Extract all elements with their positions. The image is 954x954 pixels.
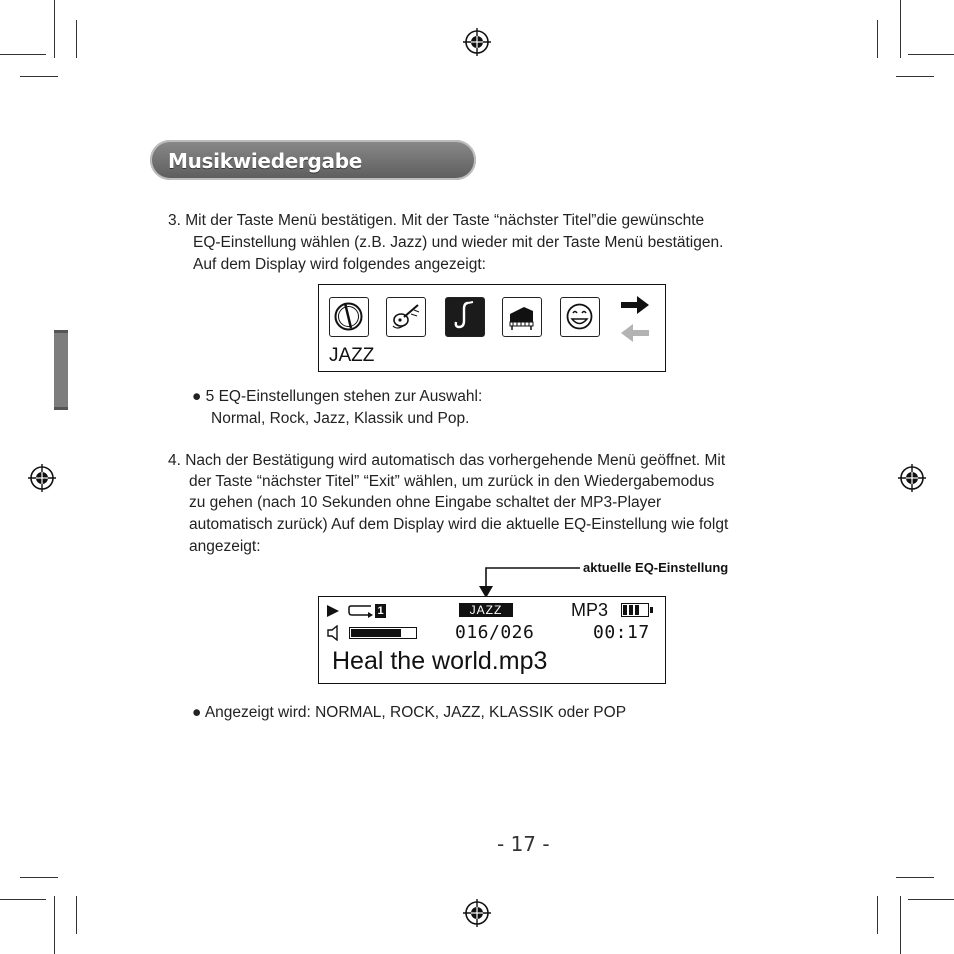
eq-selected-label: JAZZ [329, 345, 375, 366]
registration-mark-bottom [462, 898, 492, 928]
side-tab-marker [54, 330, 68, 410]
repeat-one-badge: 1 [375, 604, 386, 618]
step-3-line-1: 3. Mit der Taste Menü bestätigen. Mit der Taste “nächster Titel”die gewünschte [168, 212, 705, 229]
track-counter: 016/026 [455, 622, 535, 643]
callout-label: aktuelle EQ-Einstellung [583, 560, 729, 575]
section-header [150, 140, 476, 180]
play-icon [326, 604, 340, 618]
eq-selection-display [318, 284, 666, 372]
guitar-icon [386, 297, 426, 337]
bullet-display-values: ● Angezeigt wird: NORMAL, ROCK, JAZZ, KLASSIK oder POP [192, 704, 627, 721]
section-title: Musikwiedergabe [168, 149, 363, 173]
song-title: Heal the world.mp3 [332, 647, 548, 675]
format-label: MP3 [571, 600, 609, 620]
bullet-1-line-2: Normal, Rock, Jazz, Klassik und Pop. [211, 410, 470, 427]
drum-icon [329, 297, 369, 337]
step-3-line-3: Auf dem Display wird folgendes angezeigt: [193, 256, 486, 273]
registration-mark-top [462, 27, 492, 57]
speaker-icon [326, 625, 342, 641]
battery-icon [621, 603, 649, 617]
step-4-line-3: zu gehen (nach 10 Sekunden ohne Eingabe schaltet der MP3-Player [189, 494, 662, 511]
step-4-line-5: angezeigt: [189, 538, 261, 555]
registration-mark-left [27, 463, 57, 493]
eq-indicator: JAZZ [459, 603, 513, 617]
repeat-icon [346, 604, 374, 618]
bullet-1-line-1: ● 5 EQ-Einstellungen stehen zur Auswahl: [192, 388, 483, 405]
page-number: - 17 - [497, 832, 550, 856]
step-4-line-4: automatisch zurück) Auf dem Display wird die aktuelle EQ-Einstellung wie folgt [189, 516, 729, 533]
arrow-right-icon [619, 295, 651, 315]
elapsed-time: 00:17 [593, 622, 650, 643]
piano-icon [502, 297, 542, 337]
arrow-left-icon [619, 323, 651, 343]
step-3-line-2: EQ-Einstellung wählen (z.B. Jazz) und wieder mit der Taste Menü bestätigen. [193, 234, 724, 251]
step-4-line-2: der Taste “nächster Titel” “Exit” wählen, um zurück in den Wiedergabemodus [189, 473, 715, 490]
volume-bar [349, 627, 417, 639]
playback-display [318, 596, 666, 684]
step-4-line-1: 4. Nach der Bestätigung wird automatisch das vorhergehende Menü geöffnet. Mit [168, 452, 726, 469]
saxophone-icon [445, 297, 485, 337]
smiley-icon [560, 297, 600, 337]
registration-mark-right [897, 463, 927, 493]
